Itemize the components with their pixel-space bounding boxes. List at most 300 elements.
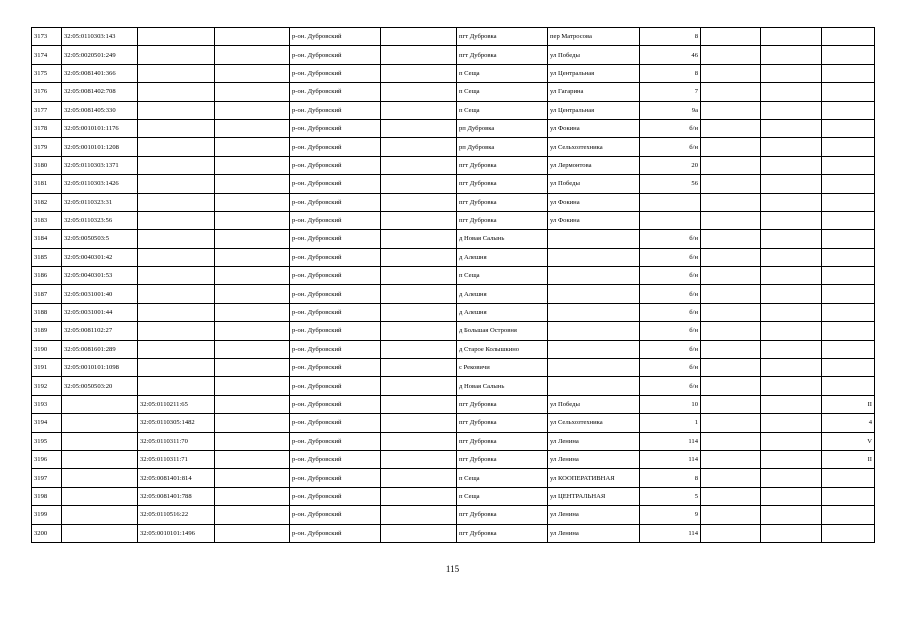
cell-empty [701, 450, 761, 468]
cell-house-number: б/н [640, 230, 701, 248]
cell-locality: пгт Дубровка [457, 156, 548, 174]
cell-street: ул Фокина [548, 211, 640, 229]
cell-locality: пгт Дубровка [457, 395, 548, 413]
cell-cadastral-number-2 [138, 285, 215, 303]
cell-district: р-он. Дубровский [290, 432, 381, 450]
cell-last-column [822, 322, 875, 340]
cell-cadastral-number: 32:05:0081405:330 [62, 101, 138, 119]
cell-street [548, 340, 640, 358]
cell-empty [761, 46, 822, 64]
cell-street [548, 303, 640, 321]
table-row [32, 83, 875, 101]
table-row [32, 285, 875, 303]
cell-locality: пгт Дубровка [457, 432, 548, 450]
cell-cadastral-number-2 [138, 64, 215, 82]
cell-house-number: 8 [640, 469, 701, 487]
cell-cadastral-number-2 [138, 119, 215, 137]
cell-district: р-он. Дубровский [290, 101, 381, 119]
table-row [32, 377, 875, 395]
cell-empty [381, 28, 457, 46]
cell-last-column [822, 469, 875, 487]
cell-house-number: 20 [640, 156, 701, 174]
cell-empty [215, 248, 290, 266]
cell-house-number: 1 [640, 414, 701, 432]
cell-empty [701, 340, 761, 358]
cell-last-column [822, 303, 875, 321]
cell-cadastral-number-2 [138, 138, 215, 156]
cell-empty [381, 119, 457, 137]
table-row [32, 230, 875, 248]
cell-last-column [822, 138, 875, 156]
cell-last-column [822, 156, 875, 174]
cell-locality: пгт Дубровка [457, 506, 548, 524]
cell-empty [701, 377, 761, 395]
cell-empty [701, 101, 761, 119]
cell-row-number: 3178 [32, 119, 62, 137]
cell-empty [215, 193, 290, 211]
cell-house-number: б/н [640, 285, 701, 303]
cell-last-column [822, 64, 875, 82]
cell-district: р-он. Дубровский [290, 524, 381, 542]
cell-empty [381, 377, 457, 395]
cell-row-number: 3194 [32, 414, 62, 432]
cell-row-number: 3182 [32, 193, 62, 211]
table-row [32, 248, 875, 266]
cell-empty [761, 248, 822, 266]
cell-street: ул Ленина [548, 432, 640, 450]
cell-cadastral-number [62, 395, 138, 413]
cell-locality: д Новая Салынь [457, 230, 548, 248]
cell-house-number: б/н [640, 119, 701, 137]
cell-cadastral-number: 32:05:0050503:20 [62, 377, 138, 395]
cell-empty [701, 193, 761, 211]
cell-last-column: 4 [822, 414, 875, 432]
cell-locality: пгт Дубровка [457, 450, 548, 468]
cell-district: р-он. Дубровский [290, 46, 381, 64]
cell-cadastral-number-2 [138, 193, 215, 211]
cell-house-number: б/н [640, 340, 701, 358]
cell-last-column [822, 487, 875, 505]
cell-empty [215, 119, 290, 137]
cell-locality: п Сеща [457, 83, 548, 101]
cell-cadastral-number-2 [138, 303, 215, 321]
cell-last-column [822, 230, 875, 248]
cell-empty [761, 506, 822, 524]
cell-house-number: б/н [640, 359, 701, 377]
cell-last-column: II [822, 450, 875, 468]
cell-cadastral-number-2: 32:05:0110516:22 [138, 506, 215, 524]
cell-house-number: б/н [640, 377, 701, 395]
cell-street: пер Матросова [548, 28, 640, 46]
cell-locality: пгт Дубровка [457, 28, 548, 46]
cell-empty [215, 285, 290, 303]
cell-street: ул Победы [548, 175, 640, 193]
cell-empty [381, 248, 457, 266]
cell-last-column [822, 340, 875, 358]
cell-empty [761, 487, 822, 505]
cell-empty [761, 322, 822, 340]
cell-locality: рп Дубровка [457, 138, 548, 156]
cell-cadastral-number-2 [138, 267, 215, 285]
cell-cadastral-number-2: 32:05:0081401:814 [138, 469, 215, 487]
cell-cadastral-number [62, 469, 138, 487]
cell-cadastral-number: 32:05:0110323:31 [62, 193, 138, 211]
table-row [32, 524, 875, 542]
cell-cadastral-number: 32:05:0050503:5 [62, 230, 138, 248]
cell-street [548, 230, 640, 248]
cell-district: р-он. Дубровский [290, 119, 381, 137]
cell-house-number: б/н [640, 267, 701, 285]
cell-row-number: 3174 [32, 46, 62, 64]
cell-cadastral-number: 32:05:0110303:143 [62, 28, 138, 46]
cell-district: р-он. Дубровский [290, 395, 381, 413]
cell-row-number: 3196 [32, 450, 62, 468]
cell-empty [215, 175, 290, 193]
cell-cadastral-number-2 [138, 101, 215, 119]
cell-empty [381, 322, 457, 340]
registry-table [31, 27, 875, 543]
cell-locality: д Новая Салынь [457, 377, 548, 395]
cell-empty [701, 248, 761, 266]
cell-locality: пгт Дубровка [457, 175, 548, 193]
cell-empty [701, 230, 761, 248]
cell-last-column: II [822, 395, 875, 413]
cell-empty [761, 138, 822, 156]
cell-locality: пгт Дубровка [457, 524, 548, 542]
cell-empty [215, 303, 290, 321]
cell-empty [215, 322, 290, 340]
page-number: 115 [445, 564, 460, 574]
cell-district: р-он. Дубровский [290, 230, 381, 248]
cell-locality: пгт Дубровка [457, 211, 548, 229]
cell-row-number: 3181 [32, 175, 62, 193]
table-row [32, 414, 875, 432]
cell-row-number: 3187 [32, 285, 62, 303]
cell-empty [381, 359, 457, 377]
cell-empty [381, 469, 457, 487]
cell-street: ул Лермонтова [548, 156, 640, 174]
table-row [32, 101, 875, 119]
cell-cadastral-number-2: 32:05:0110311:70 [138, 432, 215, 450]
cell-empty [701, 395, 761, 413]
cell-district: р-он. Дубровский [290, 359, 381, 377]
cell-cadastral-number: 32:05:0081601:289 [62, 340, 138, 358]
cell-empty [761, 28, 822, 46]
cell-locality: д Алешня [457, 248, 548, 266]
cell-empty [761, 469, 822, 487]
cell-locality: пгт Дубровка [457, 414, 548, 432]
cell-cadastral-number-2 [138, 83, 215, 101]
cell-last-column [822, 101, 875, 119]
cell-house-number: 8 [640, 64, 701, 82]
cell-empty [215, 28, 290, 46]
cell-row-number: 3190 [32, 340, 62, 358]
cell-cadastral-number: 32:05:0110303:1371 [62, 156, 138, 174]
cell-street [548, 285, 640, 303]
cell-locality: рп Дубровка [457, 119, 548, 137]
cell-cadastral-number: 32:05:0081402:708 [62, 83, 138, 101]
cell-empty [701, 28, 761, 46]
cell-empty [215, 377, 290, 395]
cell-empty [215, 101, 290, 119]
cell-empty [381, 138, 457, 156]
cell-empty [701, 432, 761, 450]
cell-row-number: 3185 [32, 248, 62, 266]
cell-empty [761, 193, 822, 211]
cell-empty [761, 303, 822, 321]
cell-cadastral-number-2: 32:05:0110311:71 [138, 450, 215, 468]
cell-row-number: 3197 [32, 469, 62, 487]
cell-district: р-он. Дубровский [290, 64, 381, 82]
cell-row-number: 3189 [32, 322, 62, 340]
cell-empty [761, 377, 822, 395]
cell-empty [215, 64, 290, 82]
cell-row-number: 3198 [32, 487, 62, 505]
cell-house-number: 114 [640, 524, 701, 542]
cell-cadastral-number-2 [138, 211, 215, 229]
cell-house-number: 114 [640, 432, 701, 450]
registry-table-body [32, 28, 875, 543]
cell-cadastral-number [62, 487, 138, 505]
cell-house-number: б/н [640, 138, 701, 156]
cell-empty [701, 175, 761, 193]
cell-locality: д Старое Колышкино [457, 340, 548, 358]
cell-house-number: б/н [640, 303, 701, 321]
table-row [32, 64, 875, 82]
cell-district: р-он. Дубровский [290, 322, 381, 340]
cell-empty [215, 83, 290, 101]
cell-house-number: 7 [640, 83, 701, 101]
cell-empty [701, 119, 761, 137]
cell-district: р-он. Дубровский [290, 83, 381, 101]
cell-house-number: 5 [640, 487, 701, 505]
cell-street: ул Фокина [548, 193, 640, 211]
cell-house-number: 10 [640, 395, 701, 413]
cell-empty [701, 285, 761, 303]
cell-row-number: 3184 [32, 230, 62, 248]
cell-street: ул Центральная [548, 101, 640, 119]
cell-street: ул Победы [548, 395, 640, 413]
cell-empty [761, 285, 822, 303]
cell-street [548, 248, 640, 266]
cell-last-column [822, 119, 875, 137]
cell-empty [215, 267, 290, 285]
cell-street: ул Ленина [548, 450, 640, 468]
cell-empty [761, 395, 822, 413]
cell-cadastral-number-2: 32:05:0010101:1496 [138, 524, 215, 542]
cell-last-column [822, 248, 875, 266]
cell-cadastral-number: 32:05:0010101:1098 [62, 359, 138, 377]
table-row [32, 303, 875, 321]
cell-empty [701, 46, 761, 64]
cell-cadastral-number: 32:05:0031001:44 [62, 303, 138, 321]
cell-cadastral-number: 32:05:0020501:249 [62, 46, 138, 64]
cell-empty [381, 230, 457, 248]
cell-empty [381, 506, 457, 524]
table-row [32, 432, 875, 450]
cell-empty [701, 414, 761, 432]
cell-cadastral-number: 32:05:0110323:56 [62, 211, 138, 229]
cell-empty [701, 322, 761, 340]
table-row [32, 156, 875, 174]
cell-district: р-он. Дубровский [290, 193, 381, 211]
cell-empty [701, 524, 761, 542]
cell-street: ул Гагарина [548, 83, 640, 101]
cell-empty [761, 432, 822, 450]
cell-empty [761, 340, 822, 358]
cell-locality: п Сеща [457, 101, 548, 119]
cell-district: р-он. Дубровский [290, 211, 381, 229]
cell-cadastral-number [62, 432, 138, 450]
cell-row-number: 3193 [32, 395, 62, 413]
cell-empty [381, 211, 457, 229]
cell-district: р-он. Дубровский [290, 248, 381, 266]
cell-district: р-он. Дубровский [290, 285, 381, 303]
cell-street: ул Ленина [548, 524, 640, 542]
cell-locality: п Сеща [457, 487, 548, 505]
cell-last-column [822, 524, 875, 542]
cell-empty [381, 487, 457, 505]
cell-street [548, 322, 640, 340]
cell-district: р-он. Дубровский [290, 340, 381, 358]
table-row [32, 487, 875, 505]
table-row [32, 211, 875, 229]
cell-cadastral-number: 32:05:0040301:53 [62, 267, 138, 285]
cell-cadastral-number [62, 414, 138, 432]
table-row [32, 395, 875, 413]
cell-empty [381, 101, 457, 119]
cell-empty [381, 450, 457, 468]
table-row [32, 506, 875, 524]
cell-district: р-он. Дубровский [290, 487, 381, 505]
cell-row-number: 3200 [32, 524, 62, 542]
cell-empty [381, 193, 457, 211]
cell-last-column [822, 211, 875, 229]
cell-house-number: 9а [640, 101, 701, 119]
cell-house-number: 8 [640, 28, 701, 46]
cell-street: ул Победы [548, 46, 640, 64]
cell-district: р-он. Дубровский [290, 175, 381, 193]
cell-last-column [822, 175, 875, 193]
cell-locality: д Большая Островня [457, 322, 548, 340]
cell-row-number: 3183 [32, 211, 62, 229]
cell-last-column [822, 28, 875, 46]
cell-district: р-он. Дубровский [290, 138, 381, 156]
cell-district: р-он. Дубровский [290, 506, 381, 524]
cell-empty [761, 359, 822, 377]
cell-cadastral-number-2 [138, 230, 215, 248]
table-row [32, 119, 875, 137]
table-row [32, 359, 875, 377]
cell-empty [381, 414, 457, 432]
cell-row-number: 3177 [32, 101, 62, 119]
cell-locality: пгт Дубровка [457, 193, 548, 211]
cell-district: р-он. Дубровский [290, 303, 381, 321]
cell-last-column [822, 267, 875, 285]
cell-empty [215, 524, 290, 542]
cell-district: р-он. Дубровский [290, 28, 381, 46]
cell-street: ул КООПЕРАТИВНАЯ [548, 469, 640, 487]
cell-row-number: 3186 [32, 267, 62, 285]
cell-empty [381, 395, 457, 413]
cell-empty [215, 469, 290, 487]
cell-house-number: 56 [640, 175, 701, 193]
cell-empty [215, 138, 290, 156]
table-row [32, 322, 875, 340]
cell-empty [701, 267, 761, 285]
cell-street [548, 359, 640, 377]
cell-cadastral-number-2: 32:05:0110305:1482 [138, 414, 215, 432]
cell-cadastral-number [62, 450, 138, 468]
cell-street [548, 377, 640, 395]
cell-row-number: 3195 [32, 432, 62, 450]
cell-empty [761, 230, 822, 248]
cell-cadastral-number-2 [138, 156, 215, 174]
cell-empty [701, 64, 761, 82]
cell-last-column [822, 46, 875, 64]
cell-cadastral-number: 32:05:0031001:40 [62, 285, 138, 303]
cell-empty [215, 395, 290, 413]
cell-last-column [822, 377, 875, 395]
cell-empty [381, 83, 457, 101]
cell-last-column [822, 83, 875, 101]
cell-street: ул Фокина [548, 119, 640, 137]
cell-empty [381, 285, 457, 303]
cell-empty [701, 359, 761, 377]
table-row [32, 469, 875, 487]
cell-cadastral-number-2 [138, 175, 215, 193]
cell-street: ул Сельхозтехника [548, 138, 640, 156]
cell-empty [381, 267, 457, 285]
cell-empty [381, 64, 457, 82]
cell-district: р-он. Дубровский [290, 469, 381, 487]
cell-empty [381, 524, 457, 542]
cell-district: р-он. Дубровский [290, 267, 381, 285]
table-row [32, 193, 875, 211]
cell-empty [215, 156, 290, 174]
cell-cadastral-number: 32:05:0040301:42 [62, 248, 138, 266]
cell-district: р-он. Дубровский [290, 450, 381, 468]
cell-empty [215, 450, 290, 468]
table-row [32, 46, 875, 64]
cell-cadastral-number-2 [138, 377, 215, 395]
cell-last-column [822, 193, 875, 211]
cell-house-number [640, 193, 701, 211]
cell-empty [381, 340, 457, 358]
cell-empty [215, 46, 290, 64]
cell-empty [761, 524, 822, 542]
cell-last-column [822, 506, 875, 524]
cell-street: ул Центральная [548, 64, 640, 82]
cell-cadastral-number: 32:05:0010101:1176 [62, 119, 138, 137]
cell-row-number: 3179 [32, 138, 62, 156]
table-row [32, 450, 875, 468]
cell-locality: пгт Дубровка [457, 46, 548, 64]
cell-cadastral-number: 32:05:0081102:27 [62, 322, 138, 340]
cell-street: ул Ленина [548, 506, 640, 524]
cell-district: р-он. Дубровский [290, 156, 381, 174]
cell-empty [215, 211, 290, 229]
cell-district: р-он. Дубровский [290, 377, 381, 395]
cell-street: ул ЦЕНТРАЛЬНАЯ [548, 487, 640, 505]
cell-house-number: 114 [640, 450, 701, 468]
cell-empty [761, 64, 822, 82]
cell-empty [215, 359, 290, 377]
cell-empty [215, 487, 290, 505]
cell-cadastral-number-2 [138, 322, 215, 340]
cell-locality: п Сеща [457, 267, 548, 285]
table-row [32, 28, 875, 46]
